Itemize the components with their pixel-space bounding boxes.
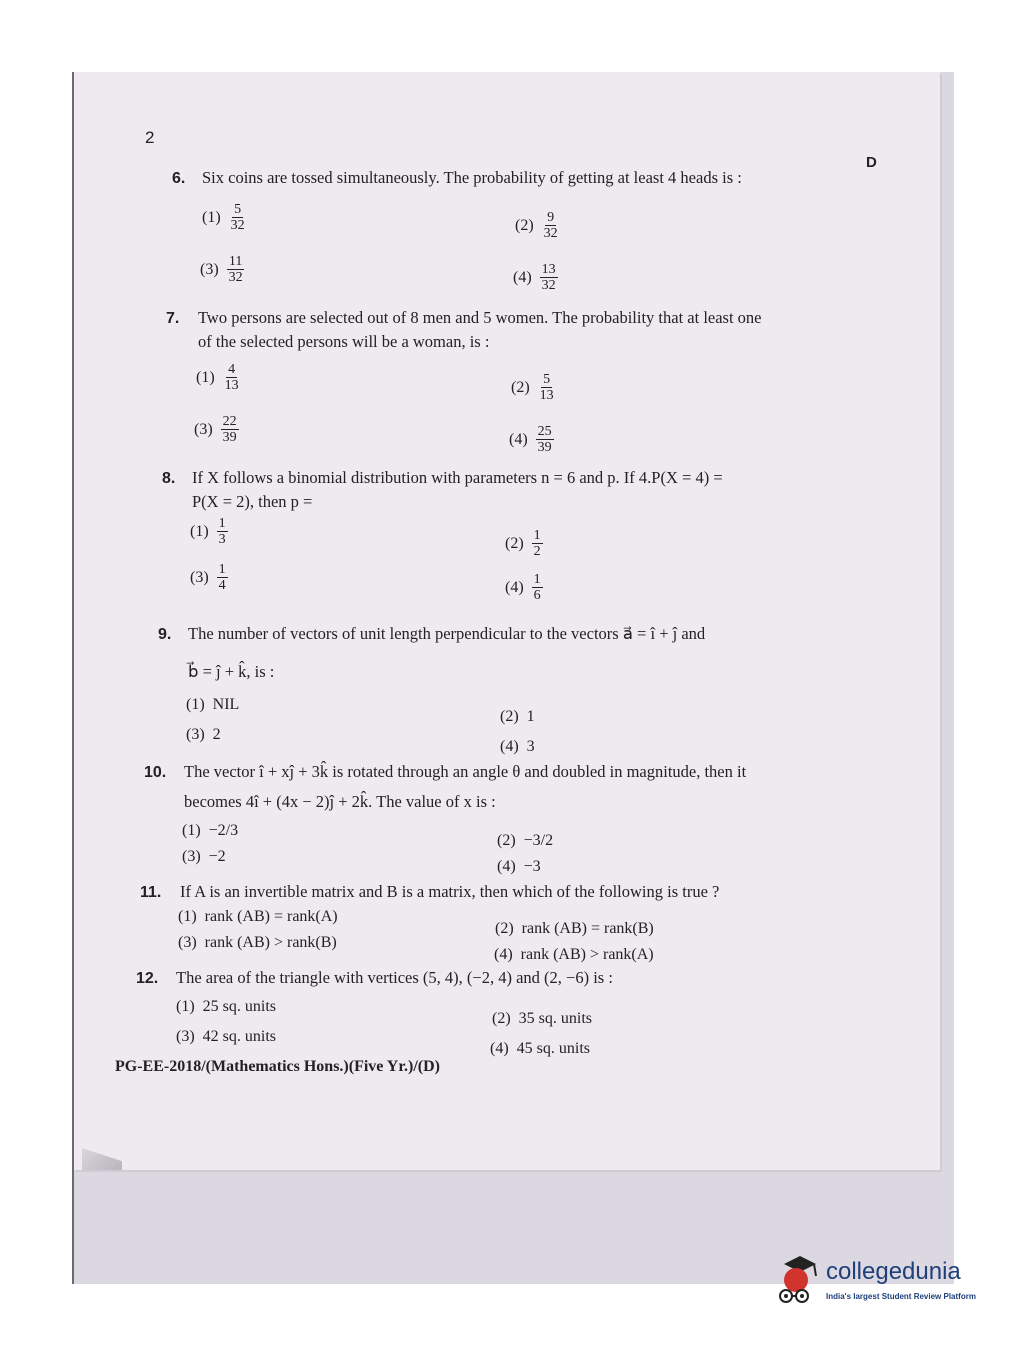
option bbox=[200, 254, 245, 285]
option bbox=[497, 832, 553, 850]
option-label: (1) bbox=[196, 368, 215, 386]
denominator: 3 bbox=[218, 532, 226, 547]
option-value: 1 bbox=[526, 708, 535, 725]
question-number: 8. bbox=[162, 470, 176, 487]
question-text: The area of the triangle with vertices (5, 4), (−2, 4) and (2, −6) is : bbox=[176, 968, 613, 987]
question-text: Six coins are tossed simultaneously. The probability of getting at least 4 heads is : bbox=[202, 168, 742, 187]
denominator: 39 bbox=[222, 430, 237, 445]
option bbox=[497, 858, 541, 876]
option-label: (2) bbox=[495, 920, 514, 937]
option-label: (3) bbox=[200, 260, 219, 278]
numerator: 13 bbox=[541, 262, 556, 277]
option-label: (4) bbox=[500, 738, 519, 755]
question-number: 11. bbox=[140, 884, 162, 901]
option bbox=[186, 726, 221, 744]
set-code: D bbox=[866, 154, 877, 171]
numerator: 1 bbox=[533, 528, 541, 543]
option bbox=[176, 1028, 276, 1046]
option bbox=[513, 262, 558, 293]
option bbox=[505, 572, 543, 603]
option-value: rank (AB) > rank(A) bbox=[520, 946, 654, 963]
option-value: 35 sq. units bbox=[518, 1010, 592, 1027]
option-value: −2 bbox=[208, 848, 226, 865]
option-value: 2 bbox=[212, 726, 221, 743]
option-label: (1) bbox=[190, 522, 209, 540]
option-value: NIL bbox=[212, 696, 240, 713]
fraction bbox=[536, 424, 554, 455]
option bbox=[202, 202, 247, 233]
numerator: 25 bbox=[537, 424, 552, 439]
question-text: The number of vectors of unit length perpendicular to the vectors a⃗ = î + ĵ and bbox=[188, 624, 706, 643]
denominator: 39 bbox=[537, 440, 552, 455]
fraction bbox=[540, 262, 558, 293]
denominator: 32 bbox=[228, 270, 243, 285]
option-label: (2) bbox=[505, 534, 524, 552]
question-number: 7. bbox=[166, 310, 180, 327]
option-label: (3) bbox=[176, 1028, 195, 1045]
mascot-icon bbox=[770, 1252, 822, 1310]
option-label: (1) bbox=[182, 822, 201, 839]
fraction bbox=[217, 516, 228, 547]
numerator: 22 bbox=[222, 414, 237, 429]
question-number: 6. bbox=[172, 170, 186, 187]
option bbox=[494, 946, 654, 964]
option-value: rank (AB) = rank(B) bbox=[521, 920, 654, 937]
question-text-line-2: P(X = 2), then p = bbox=[192, 492, 313, 511]
fraction bbox=[223, 362, 241, 393]
option-label: (2) bbox=[492, 1010, 511, 1027]
denominator: 32 bbox=[543, 226, 558, 241]
numerator: 5 bbox=[543, 372, 551, 387]
option bbox=[190, 562, 228, 593]
option-label: (3) bbox=[186, 726, 205, 743]
option-value: −2/3 bbox=[208, 822, 239, 839]
paper-code-footer: PG-EE-2018/(Mathematics Hons.)(Five Yr.)/(D) bbox=[115, 1058, 440, 1075]
option bbox=[505, 528, 543, 559]
question-text: The vector î + xĵ + 3k̂ is rotated through an angle θ and doubled in magnitude, then it bbox=[184, 762, 747, 781]
page-number: 2 bbox=[145, 128, 155, 147]
option-value: 3 bbox=[526, 738, 535, 755]
option-value: −3/2 bbox=[523, 832, 554, 849]
option bbox=[176, 998, 276, 1016]
fraction bbox=[542, 210, 560, 241]
option bbox=[490, 1040, 590, 1058]
fraction bbox=[538, 372, 556, 403]
option bbox=[178, 908, 338, 926]
denominator: 2 bbox=[533, 544, 541, 559]
question-text-line-2: becomes 4î + (4x − 2)ĵ + 2k̂. The value of x is : bbox=[184, 792, 496, 811]
question-text-line-2: of the selected persons will be a woman, is : bbox=[198, 332, 490, 351]
option-label: (2) bbox=[497, 832, 516, 849]
option-value: rank (AB) = rank(A) bbox=[204, 908, 338, 925]
option-label: (1) bbox=[178, 908, 197, 925]
option-label: (2) bbox=[515, 216, 534, 234]
option-label: (2) bbox=[500, 708, 519, 725]
numerator: 1 bbox=[533, 572, 541, 587]
numerator: 9 bbox=[547, 210, 555, 225]
option-label: (4) bbox=[513, 268, 532, 286]
option bbox=[495, 920, 654, 938]
option-label: (4) bbox=[497, 858, 516, 875]
option-value: 42 sq. units bbox=[202, 1028, 276, 1045]
numerator: 1 bbox=[218, 562, 226, 577]
question-text: If X follows a binomial distribution with parameters n = 6 and p. If 4.P(X = 4) = bbox=[192, 468, 723, 487]
option bbox=[500, 738, 535, 756]
question-text: If A is an invertible matrix and B is a matrix, then which of the following is true ? bbox=[180, 882, 720, 901]
option-label: (4) bbox=[494, 946, 513, 963]
option bbox=[186, 696, 239, 714]
question-text-line-2: b⃗ = ĵ + k̂, is : bbox=[188, 662, 275, 681]
collegedunia-watermark bbox=[770, 1252, 1000, 1312]
option-value: −3 bbox=[523, 858, 541, 875]
option-label: (3) bbox=[190, 568, 209, 586]
question-text: Two persons are selected out of 8 men and 5 women. The probability that at least one bbox=[198, 308, 762, 327]
option-label: (1) bbox=[186, 696, 205, 713]
denominator: 4 bbox=[218, 578, 226, 593]
option-value: 45 sq. units bbox=[516, 1040, 590, 1057]
denominator: 13 bbox=[224, 378, 239, 393]
option-label: (3) bbox=[182, 848, 201, 865]
option-value: rank (AB) > rank(B) bbox=[204, 934, 337, 951]
option-label: (4) bbox=[509, 430, 528, 448]
denominator: 13 bbox=[539, 388, 554, 403]
option-label: (1) bbox=[176, 998, 195, 1015]
numerator: 5 bbox=[234, 202, 242, 217]
fraction bbox=[221, 414, 239, 445]
brand-name: collegedunia bbox=[826, 1258, 961, 1285]
brand-tagline: India's largest Student Review Platform bbox=[826, 1292, 976, 1301]
option bbox=[182, 822, 238, 840]
option-value: 25 sq. units bbox=[202, 998, 276, 1015]
option-label: (2) bbox=[511, 378, 530, 396]
option-label: (1) bbox=[202, 208, 221, 226]
option-label: (3) bbox=[194, 420, 213, 438]
denominator: 6 bbox=[533, 588, 541, 603]
option bbox=[492, 1010, 592, 1028]
question-number: 10. bbox=[144, 764, 167, 781]
numerator: 11 bbox=[228, 254, 243, 269]
question-number: 9. bbox=[158, 626, 172, 643]
fraction bbox=[532, 572, 543, 603]
option bbox=[511, 372, 556, 403]
option bbox=[515, 210, 560, 241]
option-label: (3) bbox=[178, 934, 197, 951]
fraction bbox=[229, 202, 247, 233]
numerator: 1 bbox=[218, 516, 226, 531]
option bbox=[509, 424, 554, 455]
fraction bbox=[227, 254, 245, 285]
option-label: (4) bbox=[490, 1040, 509, 1057]
denominator: 32 bbox=[541, 278, 556, 293]
option bbox=[500, 708, 535, 726]
numerator: 4 bbox=[228, 362, 236, 377]
fraction bbox=[532, 528, 543, 559]
option bbox=[178, 934, 337, 952]
option bbox=[194, 414, 239, 445]
fraction bbox=[217, 562, 228, 593]
option bbox=[196, 362, 241, 393]
denominator: 32 bbox=[230, 218, 245, 233]
option-label: (4) bbox=[505, 578, 524, 596]
option bbox=[182, 848, 226, 866]
option bbox=[190, 516, 228, 547]
question-number: 12. bbox=[136, 970, 159, 987]
